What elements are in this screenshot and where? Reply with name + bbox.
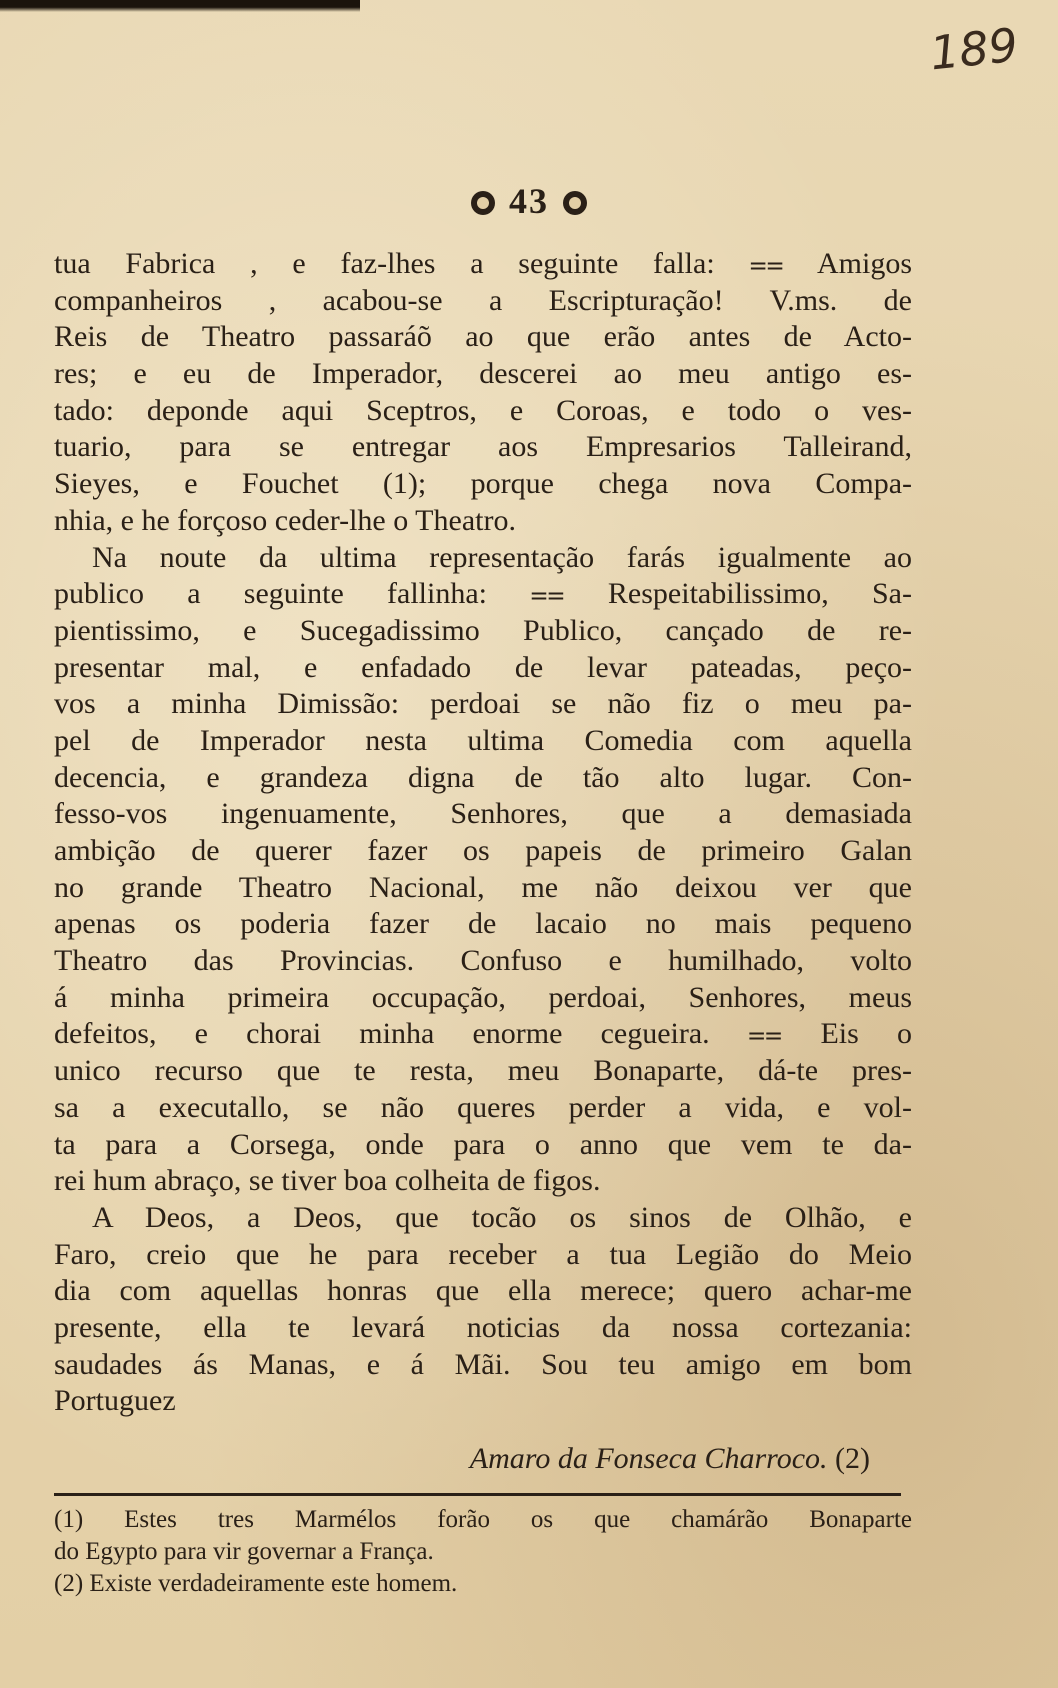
text-line: tua Fabrica , e faz-lhes a seguinte falla: ⩵ Amigos (54, 247, 912, 280)
footnote-line: do Egypto para vir governar a França. (54, 1538, 434, 1565)
text-line: Sieyes, e Fouchet (1); porque chega nova Compa- (54, 467, 912, 501)
text-line: saudades ás Manas, e á Mãi. Sou teu amigo em bom (54, 1347, 912, 1381)
body-text (54, 246, 912, 1420)
signature (54, 1442, 912, 1476)
signature-name: Amaro da Fonseca Charroco. (469, 1442, 828, 1475)
footnote-reference: (2) (835, 1442, 870, 1475)
text-line: presente, ella te levará noticias da nossa cortezania: (54, 1310, 912, 1344)
text-line: tado: deponde aqui Sceptros, e Coroas, e todo o ves- (54, 393, 912, 427)
footnote-line: (2) Existe verdadeiramente este homem. (54, 1570, 458, 1597)
handwritten-folio-number: 189 (927, 17, 1021, 81)
text-line: ambição de querer fazer os papeis de primeiro Galan (54, 834, 912, 867)
text-line: dia com aquellas honras que ella merece; quero achar-me (54, 1274, 912, 1308)
text-line: Theatro das Provincias. Confuso e humilhado, volto (54, 944, 912, 978)
page-number: 43 (509, 181, 549, 221)
text-line: fesso-vos ingenuamente, Senhores, que a demasiada (54, 797, 912, 831)
text-line: tuario, para se entregar aos Empresarios Talleirand, (54, 430, 912, 464)
text-line: no grande Theatro Nacional, me não deixou ver que (54, 870, 912, 904)
text-line: Faro, creio que he para receber a tua Legião do Meio (54, 1237, 912, 1271)
footnote-divider (54, 1493, 901, 1496)
footnotes (54, 1504, 912, 1600)
text-line: sa a executallo, se não queres perder a vida, e vol- (54, 1090, 912, 1124)
text-line: Reis de Theatro passaráõ ao que erão antes de Acto- (54, 320, 912, 354)
text-line: á minha primeira occupação, perdoai, Senhores, meus (54, 980, 912, 1014)
text-line: vos a minha Dimissão: perdoai se não fiz o meu pa- (54, 687, 912, 721)
text-line: unico recurso que te resta, meu Bonaparte, dá-te pres- (54, 1054, 912, 1088)
text-line: pientissimo, e Sucegadissimo Publico, cançado de re- (54, 613, 912, 647)
text-line: Na noute da ultima representação farás igualmente ao (92, 540, 912, 574)
footnote-line: (1) Estes tres Marmélos forão os que chamárão Bonaparte (54, 1506, 912, 1533)
text-line: A Deos, a Deos, que tocão os sinos de Olhão, e (92, 1200, 912, 1234)
text-line: rei hum abraço, se tiver boa colheita de figos. (54, 1164, 601, 1198)
text-line: presentar mal, e enfadado de levar pateadas, peço- (54, 650, 912, 684)
text-line: apenas os poderia fazer de lacaio no mais pequeno (54, 907, 912, 941)
text-line: ta para a Corsega, onde para o anno que vem te da- (54, 1127, 912, 1161)
page-edge-shadow (0, 0, 360, 12)
text-line: publico a seguinte fallinha: ⩵ Respeitabilissimo, Sa- (54, 577, 912, 611)
text-line: nhia, e he forçoso ceder-lhe o Theatro. (54, 503, 516, 537)
text-line: Portuguez (54, 1384, 176, 1418)
ornament-right-icon (563, 191, 587, 215)
page-header (0, 180, 1058, 222)
ornament-left-icon (471, 191, 495, 215)
text-line: defeitos, e chorai minha enorme cegueira. ⩵ Eis o (54, 1017, 912, 1051)
text-line: res; e eu de Imperador, descerei ao meu antigo es- (54, 357, 912, 391)
text-line: decencia, e grandeza digna de tão alto lugar. Con- (54, 760, 912, 794)
text-line: pel de Imperador nesta ultima Comedia com aquella (54, 723, 912, 757)
text-line: companheiros , acabou-se a Escripturação! V.ms. de (54, 283, 912, 317)
